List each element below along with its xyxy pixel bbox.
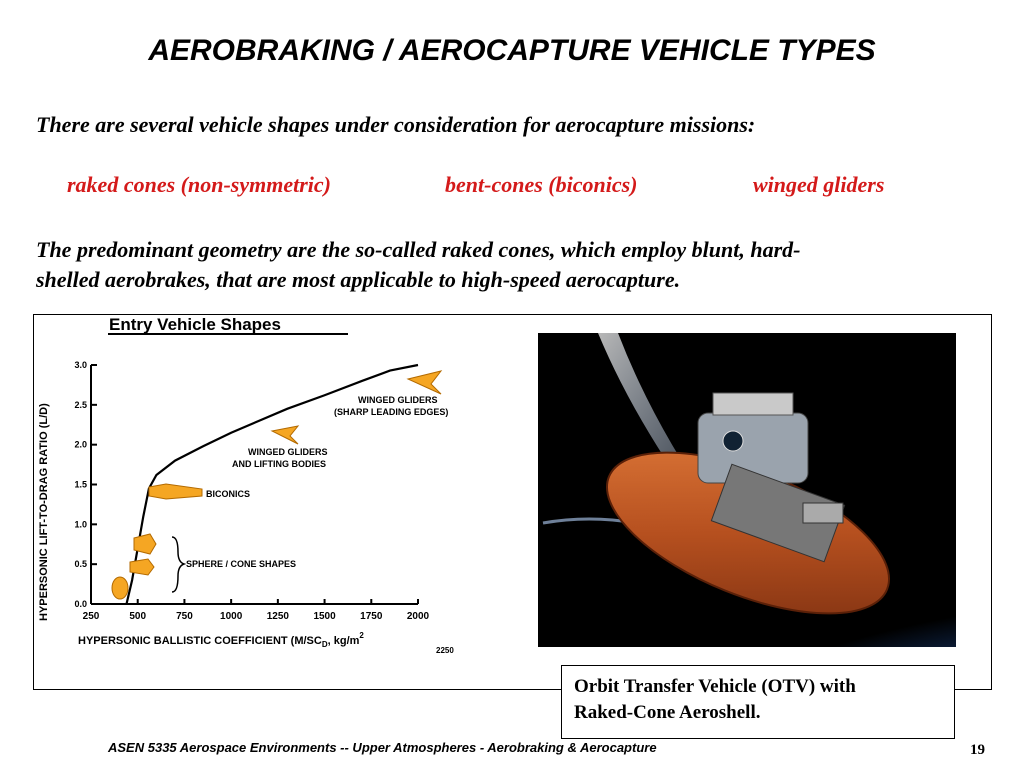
slide-title: AEROBRAKING / AEROCAPTURE VEHICLE TYPES bbox=[148, 34, 876, 67]
caption-line-1: Orbit Transfer Vehicle (OTV) with bbox=[574, 676, 856, 697]
otv-illustration bbox=[538, 333, 956, 647]
footer-course: ASEN 5335 Aerospace Environments -- Upper Atmospheres - Aerobraking & Aerocapture bbox=[108, 740, 657, 755]
photo-caption bbox=[561, 665, 955, 739]
chart-y-axis-label: HYPERSONIC LIFT-TO-DRAG RATIO (L/D) bbox=[38, 403, 50, 621]
annotation-winged-gliders-lifting-2: AND LIFTING BODIES bbox=[232, 459, 326, 469]
annotation-biconics: BICONICS bbox=[206, 489, 251, 499]
chart-x-axis-label: HYPERSONIC BALLISTIC COEFFICIENT ($M/SC_D$, $kg/m^2$ bbox=[78, 631, 364, 649]
y-tick-label: 1.5 bbox=[74, 479, 87, 490]
x-tick-label: 2000 bbox=[406, 611, 430, 622]
y-tick-label: 0.5 bbox=[74, 559, 87, 570]
y-tick-label: 2.5 bbox=[74, 399, 87, 410]
intro-text: There are several vehicle shapes under consideration for aerocapture missions: bbox=[36, 112, 756, 137]
cone-shape-2 bbox=[130, 559, 154, 575]
y-tick-label: 2.0 bbox=[74, 439, 87, 450]
x-tick-label: 250 bbox=[82, 611, 100, 622]
caption-line-2: Raked-Cone Aeroshell. bbox=[574, 702, 761, 723]
x-tick-label: 1500 bbox=[313, 611, 336, 622]
page-number: 19 bbox=[970, 742, 985, 758]
cone-shape-1 bbox=[134, 534, 156, 554]
vehicle-type-raked-cones: raked cones (non-symmetric) bbox=[67, 172, 331, 197]
sphere-shape bbox=[112, 577, 128, 599]
chart-x-axis-note: 2250 bbox=[436, 646, 454, 655]
paragraph-line-1: The predominant geometry are the so-called raked cones, which employ blunt, hard- bbox=[36, 237, 801, 262]
winged-glider-lifting-shape bbox=[272, 426, 298, 444]
otv-photo bbox=[538, 333, 956, 647]
annotation-winged-gliders-sharp-2: (SHARP LEADING EDGES) bbox=[334, 407, 449, 417]
y-tick-label: 3.0 bbox=[74, 360, 87, 370]
biconic-shape bbox=[149, 484, 202, 499]
sphere-cone-brace bbox=[172, 537, 184, 592]
x-tick-label: 1000 bbox=[220, 611, 243, 622]
y-tick-label: 1.0 bbox=[74, 519, 87, 530]
x-tick-label: 1250 bbox=[266, 611, 289, 622]
vehicle-type-bent-cones: bent-cones (biconics) bbox=[445, 172, 638, 197]
winged-glider-sharp-shape bbox=[408, 371, 441, 394]
x-tick-label: 500 bbox=[129, 611, 147, 622]
annotation-winged-gliders-sharp-1: WINGED GLIDERS bbox=[358, 395, 438, 405]
entry-vehicle-shapes-chart bbox=[36, 316, 516, 666]
annotation-sphere-cone: SPHERE / CONE SHAPES bbox=[186, 559, 297, 569]
y-tick-label: 0.0 bbox=[74, 599, 87, 609]
chart-annotations bbox=[172, 395, 448, 592]
annotation-winged-gliders-lifting-1: WINGED GLIDERS bbox=[248, 447, 328, 457]
paragraph-line-2: shelled aerobrakes, that are most applicable to high-speed aerocapture. bbox=[36, 267, 681, 292]
x-tick-label: 750 bbox=[176, 611, 193, 622]
x-tick-label: 1750 bbox=[360, 611, 383, 622]
chart-title: Entry Vehicle Shapes bbox=[109, 316, 281, 334]
geometry-paragraph bbox=[36, 235, 996, 295]
vehicle-type-winged-gliders: winged gliders bbox=[753, 172, 885, 197]
